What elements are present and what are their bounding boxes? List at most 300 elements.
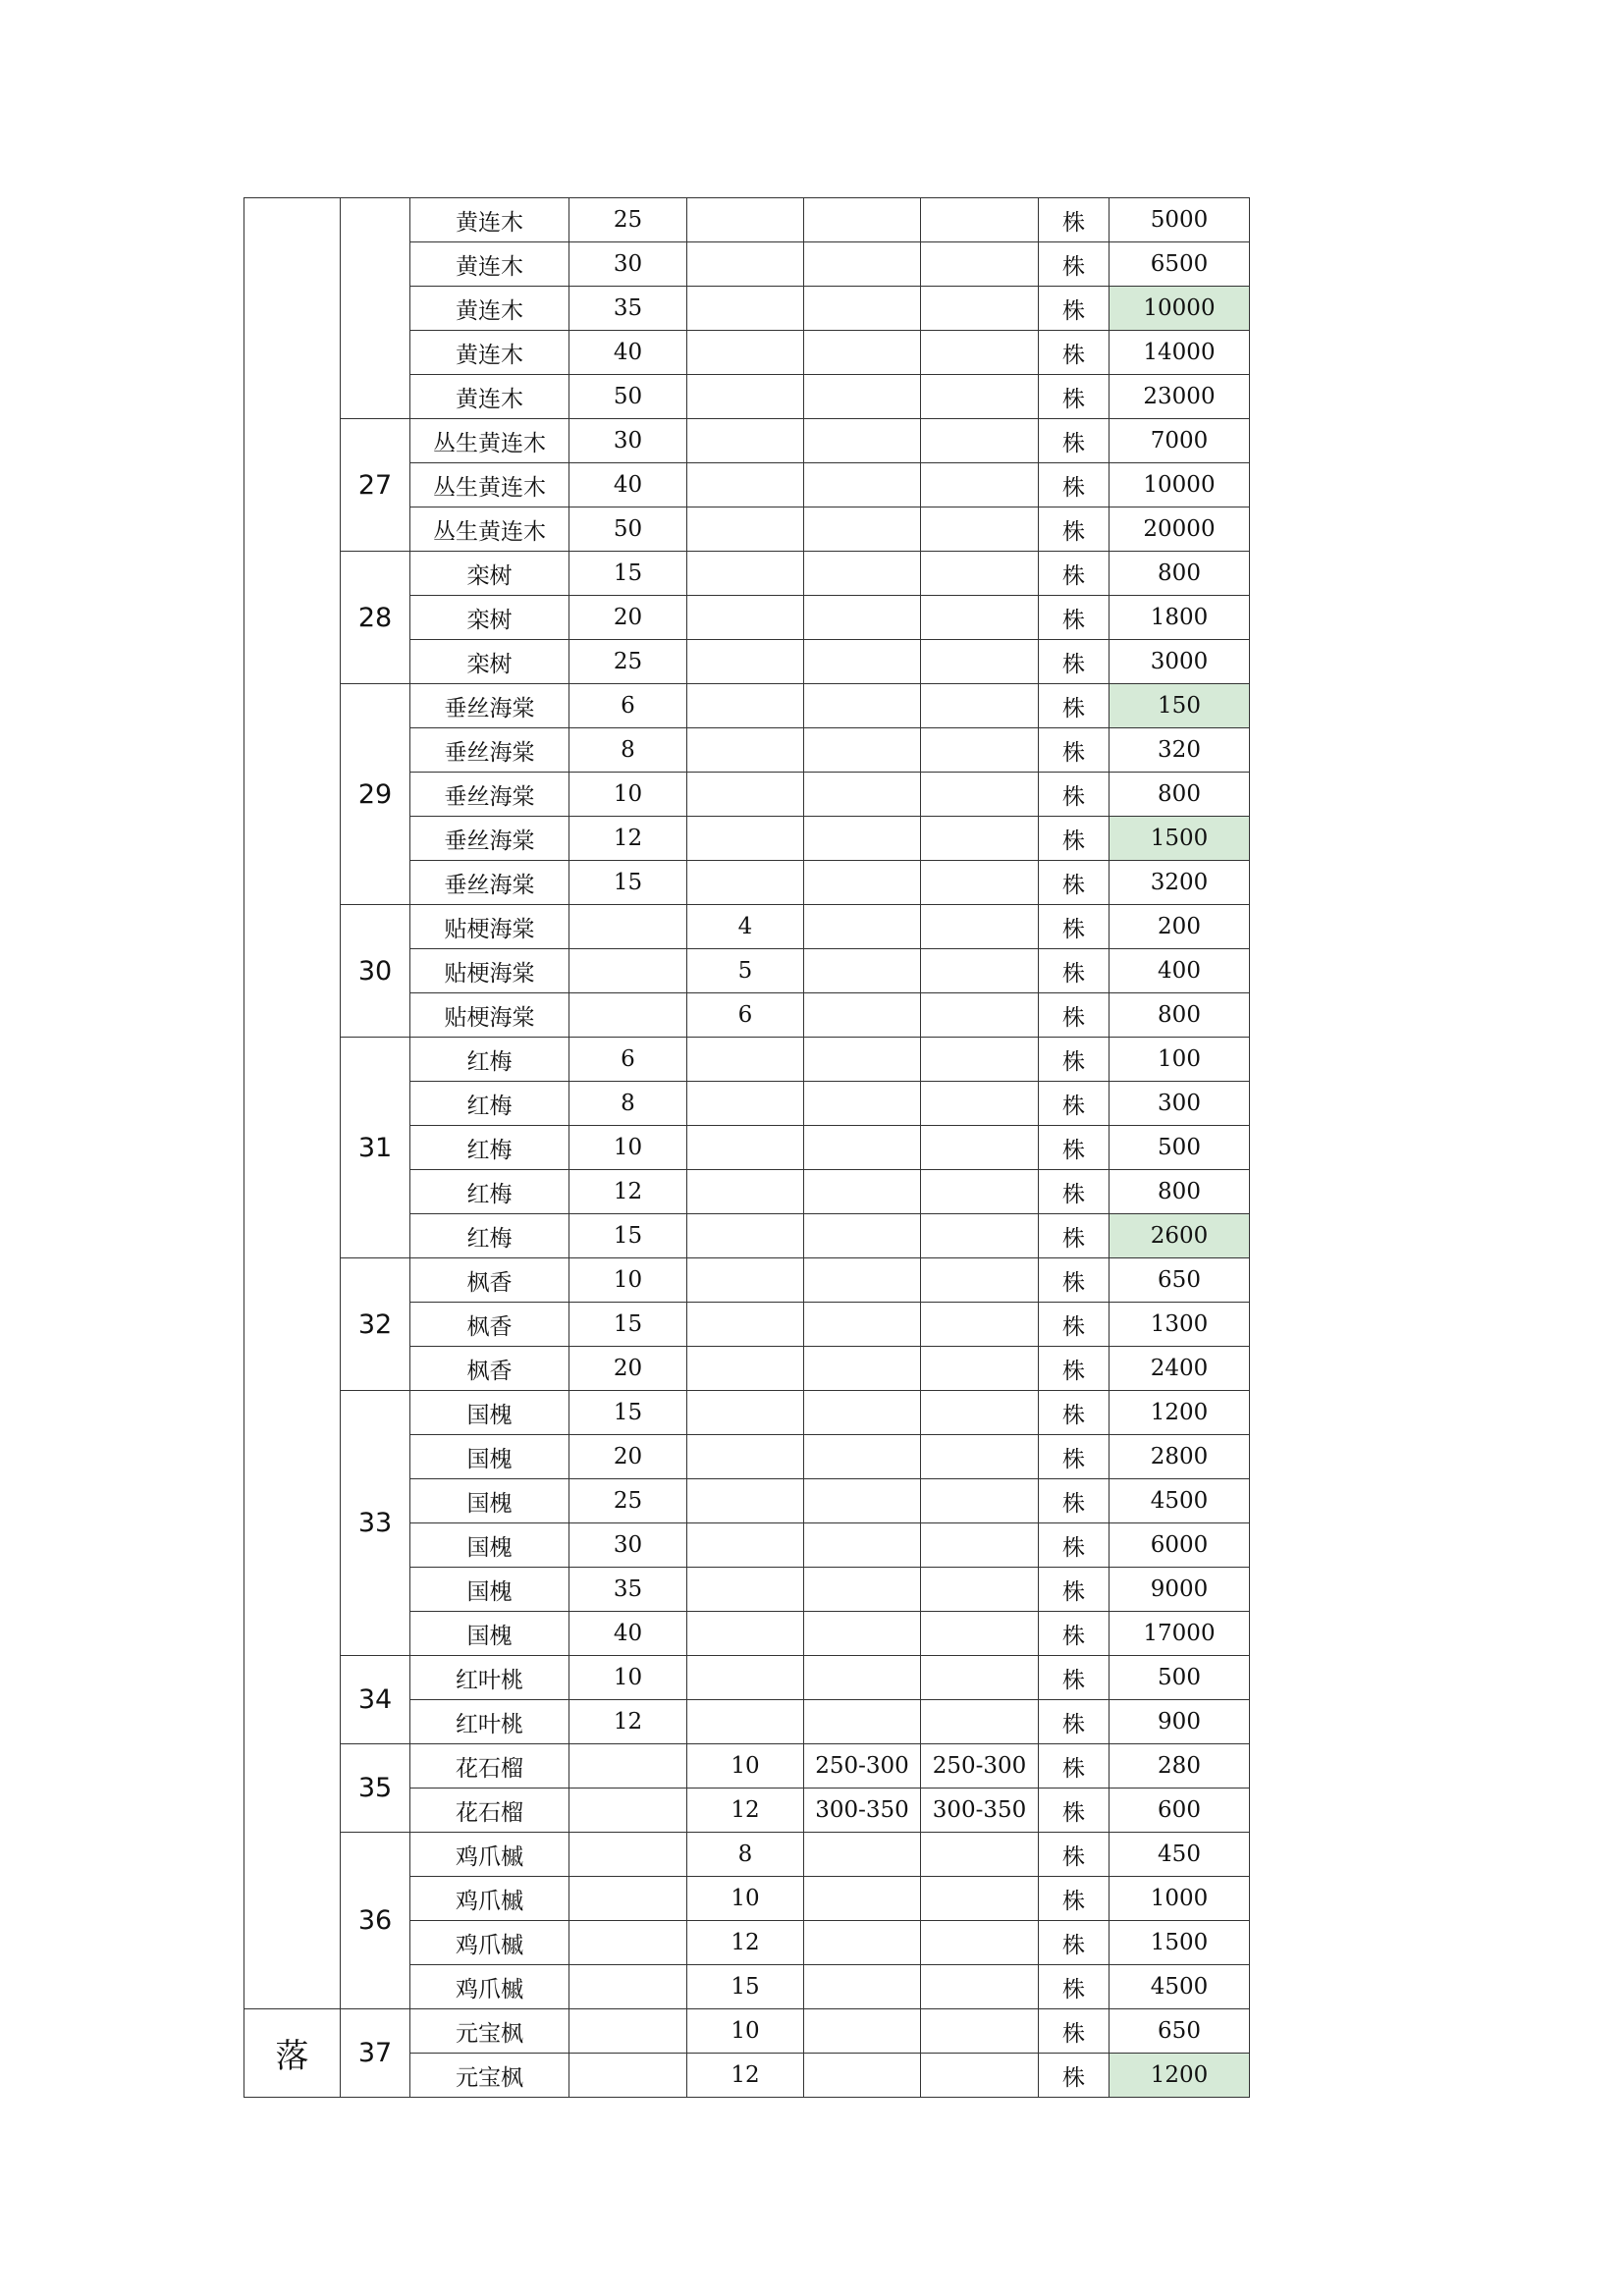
spec-cell-2: 10 (687, 2009, 804, 2054)
group-number-cell: 35 (341, 1744, 410, 1833)
spec-cell-1: 12 (569, 1170, 687, 1214)
spec-cell-2 (687, 1391, 804, 1435)
spec-cell-3 (804, 1214, 921, 1258)
spec-cell-3 (804, 1833, 921, 1877)
plant-name-cell: 鸡爪槭 (410, 1833, 569, 1877)
price-cell: 1000 (1110, 1877, 1250, 1921)
group-number-cell (341, 198, 410, 419)
spec-cell-4 (921, 552, 1039, 596)
spec-cell-2 (687, 1479, 804, 1523)
spec-cell-1 (569, 949, 687, 993)
spec-cell-3 (804, 287, 921, 331)
plant-name-cell: 贴梗海棠 (410, 949, 569, 993)
spec-cell-1: 12 (569, 1700, 687, 1744)
spec-cell-2 (687, 1612, 804, 1656)
spec-cell-4 (921, 1214, 1039, 1258)
plant-name-cell: 黄连木 (410, 375, 569, 419)
spec-cell-1: 20 (569, 596, 687, 640)
spec-cell-2 (687, 684, 804, 728)
price-cell: 320 (1110, 728, 1250, 773)
spec-cell-4 (921, 1523, 1039, 1568)
table-row (244, 1391, 1250, 1435)
spec-cell-4 (921, 1700, 1039, 1744)
price-cell: 23000 (1110, 375, 1250, 419)
spec-cell-1: 15 (569, 861, 687, 905)
spec-cell-3 (804, 817, 921, 861)
price-cell: 10000 (1110, 463, 1250, 507)
spec-cell-1 (569, 1965, 687, 2009)
unit-cell: 株 (1039, 861, 1110, 905)
unit-cell: 株 (1039, 1568, 1110, 1612)
spec-cell-1: 30 (569, 242, 687, 287)
price-cell: 400 (1110, 949, 1250, 993)
unit-cell: 株 (1039, 817, 1110, 861)
price-cell: 1500 (1110, 1921, 1250, 1965)
group-number-cell: 37 (341, 2009, 410, 2098)
spec-cell-2: 4 (687, 905, 804, 949)
spec-cell-2: 15 (687, 1965, 804, 2009)
table-row (244, 198, 1250, 242)
spec-cell-2 (687, 728, 804, 773)
unit-cell: 株 (1039, 552, 1110, 596)
spec-cell-4 (921, 2054, 1039, 2098)
unit-cell: 株 (1039, 375, 1110, 419)
spec-cell-4 (921, 596, 1039, 640)
price-cell: 1500 (1110, 817, 1250, 861)
unit-cell: 株 (1039, 1479, 1110, 1523)
spec-cell-4 (921, 1391, 1039, 1435)
spec-cell-4 (921, 1833, 1039, 1877)
plant-name-cell: 垂丝海棠 (410, 773, 569, 817)
spec-cell-2 (687, 242, 804, 287)
plant-name-cell: 垂丝海棠 (410, 861, 569, 905)
spec-cell-1 (569, 993, 687, 1038)
price-cell: 500 (1110, 1126, 1250, 1170)
plant-name-cell: 垂丝海棠 (410, 817, 569, 861)
plant-name-cell: 红梅 (410, 1038, 569, 1082)
spec-cell-4 (921, 1921, 1039, 1965)
spec-cell-1: 15 (569, 1391, 687, 1435)
unit-cell: 株 (1039, 419, 1110, 463)
spec-cell-1 (569, 905, 687, 949)
spec-cell-2 (687, 1126, 804, 1170)
price-cell: 5000 (1110, 198, 1250, 242)
plant-name-cell: 国槐 (410, 1523, 569, 1568)
unit-cell: 株 (1039, 905, 1110, 949)
group-number-cell: 36 (341, 1833, 410, 2009)
plant-name-cell: 栾树 (410, 552, 569, 596)
spec-cell-4 (921, 242, 1039, 287)
spec-cell-3 (804, 2009, 921, 2054)
spec-cell-3 (804, 1921, 921, 1965)
spec-cell-1: 40 (569, 463, 687, 507)
spec-cell-2 (687, 287, 804, 331)
price-cell: 2600 (1110, 1214, 1250, 1258)
price-cell: 17000 (1110, 1612, 1250, 1656)
plant-name-cell: 鸡爪槭 (410, 1965, 569, 2009)
spec-cell-3 (804, 1523, 921, 1568)
spec-cell-1: 20 (569, 1435, 687, 1479)
plant-name-cell: 国槐 (410, 1479, 569, 1523)
spec-cell-4 (921, 1612, 1039, 1656)
spec-cell-3 (804, 2054, 921, 2098)
unit-cell: 株 (1039, 1391, 1110, 1435)
unit-cell: 株 (1039, 1435, 1110, 1479)
price-cell: 1200 (1110, 2054, 1250, 2098)
spec-cell-3 (804, 331, 921, 375)
spec-cell-2 (687, 1082, 804, 1126)
spec-cell-1: 30 (569, 1523, 687, 1568)
spec-cell-4 (921, 993, 1039, 1038)
spec-cell-3 (804, 1170, 921, 1214)
spec-cell-2: 12 (687, 1921, 804, 1965)
price-cell: 280 (1110, 1744, 1250, 1789)
unit-cell: 株 (1039, 242, 1110, 287)
price-cell: 4500 (1110, 1965, 1250, 2009)
spec-cell-2 (687, 1303, 804, 1347)
spec-cell-2 (687, 1700, 804, 1744)
spec-cell-3 (804, 552, 921, 596)
spec-cell-3: 250-300 (804, 1744, 921, 1789)
spec-cell-4 (921, 1170, 1039, 1214)
spec-cell-2: 8 (687, 1833, 804, 1877)
spec-cell-2: 12 (687, 1789, 804, 1833)
spec-cell-3 (804, 1258, 921, 1303)
price-cell: 6000 (1110, 1523, 1250, 1568)
spec-cell-1: 20 (569, 1347, 687, 1391)
spec-cell-4 (921, 463, 1039, 507)
unit-cell: 株 (1039, 287, 1110, 331)
table-row (244, 1744, 1250, 1789)
spec-cell-2 (687, 1214, 804, 1258)
spec-cell-2 (687, 773, 804, 817)
plant-name-cell: 国槐 (410, 1435, 569, 1479)
spec-cell-1 (569, 2009, 687, 2054)
spec-cell-1: 8 (569, 728, 687, 773)
price-cell: 150 (1110, 684, 1250, 728)
plant-name-cell: 红梅 (410, 1170, 569, 1214)
spec-cell-2 (687, 331, 804, 375)
plant-name-cell: 红梅 (410, 1126, 569, 1170)
price-cell: 2400 (1110, 1347, 1250, 1391)
spec-cell-2 (687, 640, 804, 684)
spec-cell-2 (687, 198, 804, 242)
spec-cell-2 (687, 1568, 804, 1612)
spec-cell-3 (804, 1479, 921, 1523)
spec-cell-3 (804, 375, 921, 419)
spec-cell-2 (687, 1656, 804, 1700)
spec-cell-1: 25 (569, 640, 687, 684)
spec-cell-2 (687, 463, 804, 507)
spec-cell-3 (804, 419, 921, 463)
price-cell: 300 (1110, 1082, 1250, 1126)
spec-cell-4 (921, 1877, 1039, 1921)
spec-cell-1: 12 (569, 817, 687, 861)
spec-cell-4 (921, 1303, 1039, 1347)
spec-cell-4 (921, 1038, 1039, 1082)
spec-cell-2 (687, 507, 804, 552)
spec-cell-2 (687, 419, 804, 463)
spec-cell-4: 250-300 (921, 1744, 1039, 1789)
plant-name-cell: 丛生黄连木 (410, 507, 569, 552)
spec-cell-4 (921, 773, 1039, 817)
spec-cell-1: 10 (569, 1126, 687, 1170)
spec-cell-1 (569, 1921, 687, 1965)
spec-cell-2 (687, 1170, 804, 1214)
plant-name-cell: 丛生黄连木 (410, 463, 569, 507)
group-number-cell: 31 (341, 1038, 410, 1258)
price-cell: 7000 (1110, 419, 1250, 463)
spec-cell-3 (804, 1082, 921, 1126)
unit-cell: 株 (1039, 2054, 1110, 2098)
price-cell: 9000 (1110, 1568, 1250, 1612)
spec-cell-1 (569, 1789, 687, 1833)
spec-cell-4 (921, 198, 1039, 242)
price-cell: 20000 (1110, 507, 1250, 552)
category-cell-blank (244, 198, 341, 2009)
price-cell: 900 (1110, 1700, 1250, 1744)
table-row (244, 419, 1250, 463)
unit-cell: 株 (1039, 728, 1110, 773)
unit-cell: 株 (1039, 1833, 1110, 1877)
spec-cell-4 (921, 1435, 1039, 1479)
spec-cell-3 (804, 773, 921, 817)
price-cell: 1800 (1110, 596, 1250, 640)
spec-cell-4 (921, 1965, 1039, 2009)
price-cell: 14000 (1110, 331, 1250, 375)
spec-cell-2 (687, 861, 804, 905)
spec-cell-1: 35 (569, 1568, 687, 1612)
spec-cell-1: 30 (569, 419, 687, 463)
plant-name-cell: 元宝枫 (410, 2054, 569, 2098)
spec-cell-2 (687, 1038, 804, 1082)
spec-cell-4 (921, 287, 1039, 331)
spec-cell-4 (921, 1479, 1039, 1523)
spec-cell-1: 10 (569, 773, 687, 817)
unit-cell: 株 (1039, 1523, 1110, 1568)
table-row (244, 1833, 1250, 1877)
group-number-cell: 32 (341, 1258, 410, 1391)
unit-cell: 株 (1039, 1656, 1110, 1700)
spec-cell-4 (921, 1656, 1039, 1700)
spec-cell-3 (804, 640, 921, 684)
unit-cell: 株 (1039, 1877, 1110, 1921)
spec-cell-1: 10 (569, 1258, 687, 1303)
spec-cell-3 (804, 861, 921, 905)
spec-cell-2 (687, 817, 804, 861)
table-row (244, 905, 1250, 949)
spec-cell-1: 15 (569, 1214, 687, 1258)
plant-name-cell: 枫香 (410, 1347, 569, 1391)
spec-cell-2: 10 (687, 1877, 804, 1921)
spec-cell-4 (921, 1126, 1039, 1170)
plant-name-cell: 元宝枫 (410, 2009, 569, 2054)
plant-name-cell: 黄连木 (410, 331, 569, 375)
unit-cell: 株 (1039, 993, 1110, 1038)
plant-name-cell: 黄连木 (410, 242, 569, 287)
unit-cell: 株 (1039, 1258, 1110, 1303)
price-cell: 650 (1110, 1258, 1250, 1303)
unit-cell: 株 (1039, 331, 1110, 375)
price-cell: 3200 (1110, 861, 1250, 905)
plant-name-cell: 栾树 (410, 640, 569, 684)
table-row (244, 1038, 1250, 1082)
unit-cell: 株 (1039, 1214, 1110, 1258)
spec-cell-1: 50 (569, 507, 687, 552)
spec-cell-3 (804, 684, 921, 728)
spec-cell-1 (569, 1877, 687, 1921)
spec-cell-4 (921, 1347, 1039, 1391)
unit-cell: 株 (1039, 684, 1110, 728)
table-row (244, 684, 1250, 728)
price-cell: 100 (1110, 1038, 1250, 1082)
table-row (244, 1258, 1250, 1303)
spec-cell-1 (569, 1833, 687, 1877)
spec-cell-1 (569, 2054, 687, 2098)
spec-cell-4 (921, 2009, 1039, 2054)
unit-cell: 株 (1039, 1700, 1110, 1744)
spec-cell-1: 15 (569, 552, 687, 596)
spec-cell-1: 8 (569, 1082, 687, 1126)
spec-cell-2 (687, 1435, 804, 1479)
plant-name-cell: 垂丝海棠 (410, 728, 569, 773)
unit-cell: 株 (1039, 1921, 1110, 1965)
spec-cell-4 (921, 728, 1039, 773)
spec-cell-3 (804, 463, 921, 507)
spec-cell-3 (804, 1568, 921, 1612)
plant-name-cell: 枫香 (410, 1258, 569, 1303)
unit-cell: 株 (1039, 1612, 1110, 1656)
spec-cell-1: 50 (569, 375, 687, 419)
spec-cell-1: 15 (569, 1303, 687, 1347)
spec-cell-3 (804, 198, 921, 242)
plant-name-cell: 花石榴 (410, 1789, 569, 1833)
spec-cell-3 (804, 1877, 921, 1921)
spec-cell-1 (569, 1744, 687, 1789)
spec-cell-4 (921, 905, 1039, 949)
plant-name-cell: 贴梗海棠 (410, 993, 569, 1038)
spec-cell-2: 6 (687, 993, 804, 1038)
spec-cell-1: 25 (569, 198, 687, 242)
price-cell: 1200 (1110, 1391, 1250, 1435)
price-cell: 500 (1110, 1656, 1250, 1700)
plant-name-cell: 鸡爪槭 (410, 1877, 569, 1921)
price-cell: 600 (1110, 1789, 1250, 1833)
spec-cell-4 (921, 375, 1039, 419)
price-cell: 800 (1110, 552, 1250, 596)
plant-name-cell: 贴梗海棠 (410, 905, 569, 949)
spec-cell-2 (687, 552, 804, 596)
spec-cell-4 (921, 419, 1039, 463)
spec-cell-3: 300-350 (804, 1789, 921, 1833)
plant-name-cell: 红梅 (410, 1082, 569, 1126)
plant-name-cell: 花石榴 (410, 1744, 569, 1789)
spec-cell-1: 35 (569, 287, 687, 331)
category-cell: 落 (244, 2009, 341, 2098)
price-cell: 4500 (1110, 1479, 1250, 1523)
plant-name-cell: 枫香 (410, 1303, 569, 1347)
price-cell: 450 (1110, 1833, 1250, 1877)
spec-cell-4 (921, 640, 1039, 684)
unit-cell: 株 (1039, 1082, 1110, 1126)
spec-cell-1: 6 (569, 684, 687, 728)
price-cell: 2800 (1110, 1435, 1250, 1479)
spec-cell-3 (804, 596, 921, 640)
spec-cell-4: 300-350 (921, 1789, 1039, 1833)
spec-cell-3 (804, 1435, 921, 1479)
spec-cell-4 (921, 949, 1039, 993)
unit-cell: 株 (1039, 1126, 1110, 1170)
unit-cell: 株 (1039, 1789, 1110, 1833)
spec-cell-1: 40 (569, 1612, 687, 1656)
unit-cell: 株 (1039, 640, 1110, 684)
spec-cell-2: 5 (687, 949, 804, 993)
price-cell: 200 (1110, 905, 1250, 949)
spec-cell-3 (804, 507, 921, 552)
unit-cell: 株 (1039, 1303, 1110, 1347)
plant-name-cell: 鸡爪槭 (410, 1921, 569, 1965)
spec-cell-1: 10 (569, 1656, 687, 1700)
unit-cell: 株 (1039, 596, 1110, 640)
price-cell: 6500 (1110, 242, 1250, 287)
plant-name-cell: 丛生黄连木 (410, 419, 569, 463)
spec-cell-4 (921, 684, 1039, 728)
table-body (244, 198, 1250, 2098)
plant-name-cell: 黄连木 (410, 287, 569, 331)
plant-name-cell: 黄连木 (410, 198, 569, 242)
table-row (244, 552, 1250, 596)
spec-cell-3 (804, 949, 921, 993)
price-cell: 1300 (1110, 1303, 1250, 1347)
spec-cell-2 (687, 1523, 804, 1568)
price-cell: 3000 (1110, 640, 1250, 684)
unit-cell: 株 (1039, 507, 1110, 552)
spec-cell-3 (804, 1303, 921, 1347)
unit-cell: 株 (1039, 1744, 1110, 1789)
spec-cell-1: 6 (569, 1038, 687, 1082)
plant-name-cell: 栾树 (410, 596, 569, 640)
spec-cell-2: 12 (687, 2054, 804, 2098)
spec-cell-3 (804, 242, 921, 287)
group-number-cell: 30 (341, 905, 410, 1038)
unit-cell: 株 (1039, 773, 1110, 817)
plant-name-cell: 红梅 (410, 1214, 569, 1258)
spec-cell-2 (687, 596, 804, 640)
unit-cell: 株 (1039, 1038, 1110, 1082)
spec-cell-3 (804, 1347, 921, 1391)
unit-cell: 株 (1039, 1347, 1110, 1391)
spec-cell-4 (921, 817, 1039, 861)
unit-cell: 株 (1039, 1965, 1110, 2009)
spec-cell-2 (687, 1347, 804, 1391)
plant-name-cell: 国槐 (410, 1568, 569, 1612)
spec-cell-3 (804, 1700, 921, 1744)
group-number-cell: 33 (341, 1391, 410, 1656)
price-cell: 800 (1110, 1170, 1250, 1214)
unit-cell: 株 (1039, 463, 1110, 507)
spec-cell-3 (804, 728, 921, 773)
spec-cell-4 (921, 1082, 1039, 1126)
plant-name-cell: 国槐 (410, 1612, 569, 1656)
spec-cell-3 (804, 1391, 921, 1435)
spec-cell-3 (804, 1965, 921, 2009)
spec-cell-4 (921, 1568, 1039, 1612)
price-cell: 800 (1110, 773, 1250, 817)
group-number-cell: 28 (341, 552, 410, 684)
spec-cell-3 (804, 905, 921, 949)
spec-cell-3 (804, 993, 921, 1038)
plant-name-cell: 红叶桃 (410, 1656, 569, 1700)
